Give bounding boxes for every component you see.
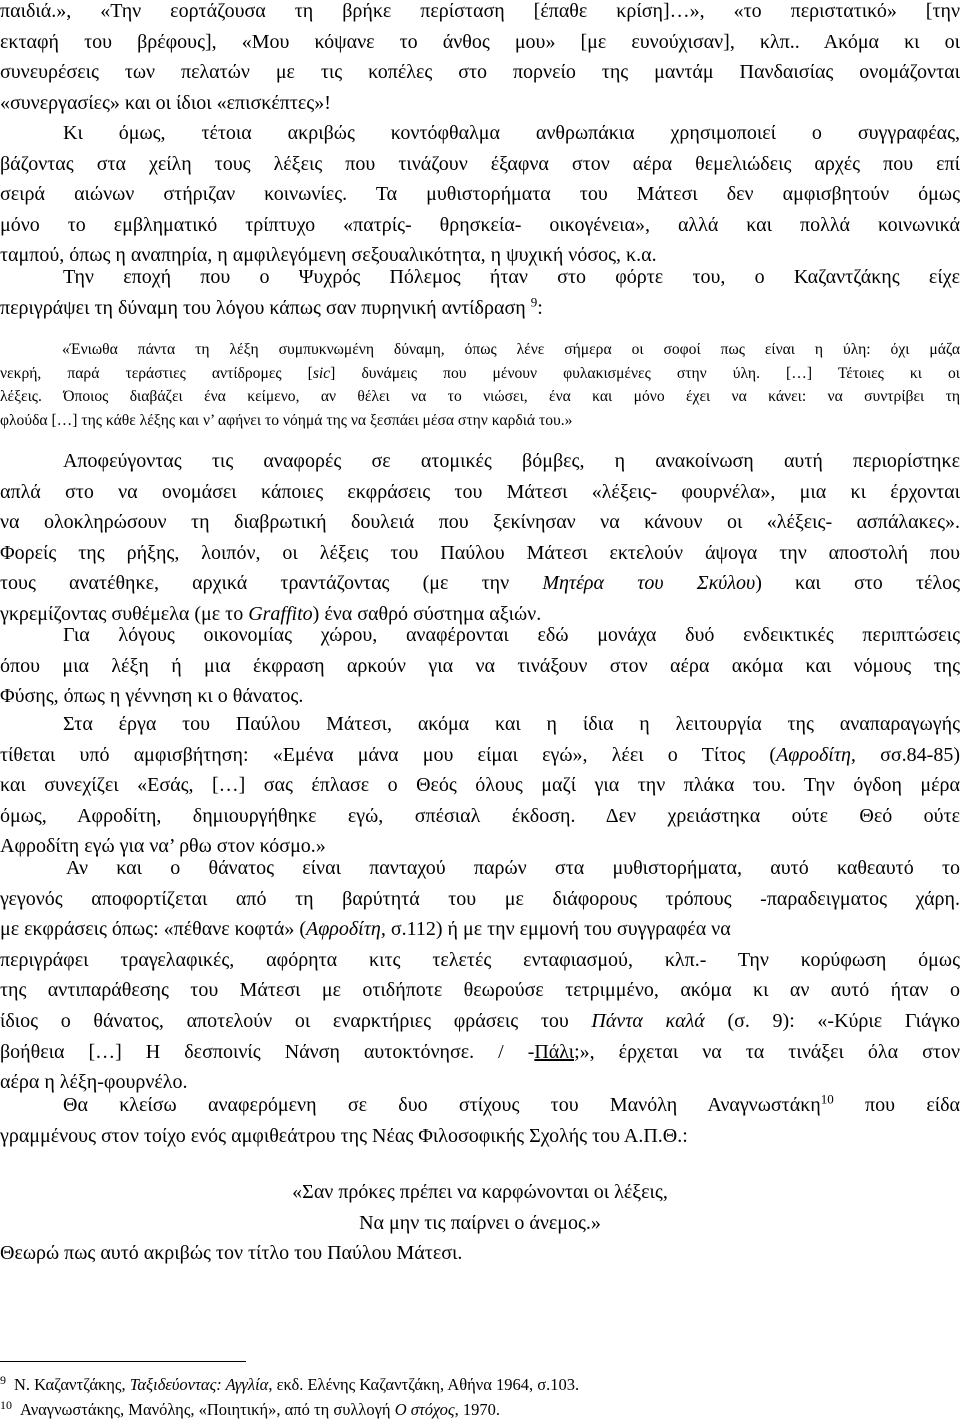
footnote-number: 10	[0, 1397, 12, 1412]
text-line	[0, 1090, 960, 1121]
book-title: Αφροδίτη,	[306, 918, 386, 941]
paragraph-7	[0, 853, 960, 1098]
book-title: Graffito	[248, 602, 313, 625]
poem-line: «Σαν πρόκες πρέπει να καρφώνονται οι λέξεις,	[292, 1181, 668, 1203]
text-line: περιγράφει τραγελαφικές, αφόρητα κιτς τελετές ενταφιασμού, κλπ.- Την κορύφωση όμως	[0, 948, 960, 971]
text-line: γεγονός αποφορτίζεται από τη βαρύτητά του με διάφορους τρόπους -παραδειγματος χάρη.	[0, 887, 960, 910]
text-line: «συνεργασίες» και οι ίδιοι «επισκέπτες»!	[0, 91, 331, 114]
book-title: Πάντα καλά	[591, 1009, 705, 1032]
footnote-number: 9	[0, 1372, 6, 1387]
text-fragment: βοήθεια […] Η δεσποινίς Νάνση αυτοκτόνησε. / -	[0, 1040, 535, 1063]
text-fragment: τίθεται υπό αμφισβήτηση: «Εμένα μάνα μου είμαι εγώ», λέει ο Τίτος (	[0, 743, 777, 766]
block-quote	[0, 338, 960, 432]
text-line: Αφροδίτη εγώ για να’ ρθω στον κόσμο.»	[0, 835, 326, 858]
paragraph-1	[0, 0, 960, 118]
text-line: όμως, Αφροδίτη, δημιουργήθηκε εγώ, σπέσιαλ έκδοση. Δεν χρειάστηκα ούτε Θεό ούτε	[0, 804, 960, 827]
paragraph-3	[0, 262, 960, 323]
text-fragment: ) και στο τέλος	[755, 572, 960, 595]
closing-line	[0, 1238, 960, 1269]
text-line	[0, 568, 960, 599]
text-line: Την εποχή που ο Ψυχρός Πόλεμος ήταν στο φόρτε του, ο Καζαντζάκης είχε	[63, 266, 960, 288]
text-fragment: γκρεμίζοντας συθέμελα (με το	[0, 602, 249, 625]
footnote-ref-9: 9	[530, 293, 538, 309]
text-line	[0, 1006, 960, 1037]
text-line: Στα έργα του Παύλου Μάτεσι, ακόμα και η ίδια η λειτουργία της αναπαραγωγής	[63, 713, 960, 735]
text-line: παιδιά.», «Την εορτάζουσα τη βρήκε περίσταση [έπαθε κρίση]…», «το περιστατικό» [την	[0, 0, 960, 22]
paragraph-5	[0, 620, 960, 712]
footnote-text: Ν. Καζαντζάκης,	[14, 1375, 130, 1394]
footnote-title: Ο στόχος	[394, 1400, 455, 1419]
text-line	[0, 1037, 960, 1068]
footnote-text: , εκδ. Ελένης Καζαντζάκη, Αθήνα 1964, σ.103.	[268, 1375, 580, 1394]
text-line: και συνεχίζει «Εσάς, […] σας έπλασε ο Θεός όλους μαζί για την πλάκα του. Την όγδοη μέρα	[0, 774, 960, 797]
text-line: Αν και ο θάνατος είναι πανταχού παρών στα μυθιστορήματα, αυτό καθεαυτό το	[66, 857, 960, 879]
text-fragment: τους ανατέθηκε, αρχικά τραντάζοντας (με την	[0, 572, 543, 595]
text-fragment: σσ.84-85)	[855, 743, 960, 766]
text-line	[0, 914, 960, 945]
footnote-text: , 1970.	[454, 1400, 500, 1419]
text-fragment: περιγράψει τη δύναμη του λόγου κάπως σαν πυρηνική αντίδραση	[0, 296, 526, 319]
text-fragment: (σ. 9): «-Κύριε Γιάγκο	[704, 1009, 960, 1032]
text-line: Θεωρώ πως αυτό ακριβώς τον τίτλο του Παύλου Μάτεσι.	[0, 1242, 463, 1264]
sic-italic: sic	[312, 364, 331, 382]
text-line	[0, 293, 960, 324]
poem-quote	[0, 1177, 960, 1239]
text-fragment: :	[537, 296, 543, 319]
text-line: αέρα η λέξη-φουρνέλο.	[0, 1071, 188, 1094]
text-line: βάζοντας στα χείλη τους λέξεις που τινάζουν έξαφνα στον αέρα θεμελιώδεις αρχές που επί	[0, 152, 960, 175]
text-line: μόνο το εμβληματικό τρίπτυχο «πατρίς- θρησκεία- οικογένεια», αλλά και πολλά κοινωνικά	[0, 213, 960, 236]
text-line: Φορείς της ρήξης, λοιπόν, οι λέξεις του Παύλου Μάτεσι εκτελούν άψογα την αποστολή που	[0, 541, 960, 564]
text-line: όπου μια λέξη ή μια έκφραση αρκούν για να τινάξουν στον αέρα ακόμα και νόμους της	[0, 654, 960, 677]
paragraph-6	[0, 709, 960, 862]
book-title: Αφροδίτη,	[776, 743, 856, 766]
text-line: εκταφή του βρέφους], «Μου κόψανε το άνθος μου» [με ευνούχισαν], κλπ.. Ακόμα κι οι	[0, 30, 960, 53]
quote-line	[0, 362, 960, 386]
text-line: να ολοκληρώσουν τη διαβρωτική δουλειά που ξεκίνησαν να κάνουν οι «λέξεις- ασπάλακες».	[0, 511, 960, 534]
text-line: ταμπού, όπως η αναπηρία, η αμφιλεγόμενη σεξουαλικότητα, η ψυχική νόσος, κ.α.	[0, 244, 657, 267]
quote-line: «Ένιωθα πάντα τη λέξη συμπυκνωμένη δύναμη, όπως λένε σήμερα οι σοφοί πως είναι η ύλη: όχι μάζα	[62, 341, 960, 358]
text-fragment: ίδιος ο θάνατος, αποτελούν οι εναρκτήριες φράσεις του	[0, 1009, 592, 1032]
text-fragment: με εκφράσεις όπως: «πέθανε κοφτά» (	[0, 918, 306, 941]
poem-line: Να μην τις παίρνει ο άνεμος.»	[359, 1212, 601, 1234]
text-line: Αποφεύγοντας τις αναφορές σε ατομικές βόμβες, η ανακοίνωση αυτή περιορίστηκε	[63, 450, 960, 472]
text-fragment: ) ένα σαθρό σύστημα αξιών.	[312, 602, 542, 625]
text-fragment: σ.112) ή με την εμμονή του συγγραφέα να	[385, 918, 731, 941]
footnote-10	[0, 1399, 960, 1421]
text-line: σειρά αιώνων στήριζαν κοινωνίες. Τα μυθιστορήματα του Μάτεσι δεν αμφισβητούν όμως	[0, 183, 960, 206]
text-line: Φύσης, όπως η γέννηση κι ο θάνατος.	[0, 685, 304, 708]
quote-line: φλούδα […] της κάθε λέξης και ν’ αφήνει το νόημά της να ξεσπάει μέσα στην καρδιά του.»	[0, 411, 573, 429]
text-line	[0, 740, 960, 771]
paragraph-4	[0, 446, 960, 630]
footnote-9	[0, 1374, 960, 1396]
text-line: Κι όμως, τέτοια ακριβώς κοντόφθαλμα ανθρωπάκια χρησιμοποιεί ο συγγραφέας,	[63, 122, 960, 144]
footnote-text: Αναγνωστάκης, Μανόλης, «Ποιητική», από τη συλλογή	[20, 1400, 395, 1419]
text-fragment: που είδα	[833, 1094, 960, 1116]
text-line: γραμμένους στον τοίχο ενός αμφιθεάτρου της Νέας Φιλοσοφικής Σχολής του Α.Π.Θ.:	[0, 1124, 688, 1147]
quote-line: λέξεις. Όποιος διαβάζει ένα κείμενο, αν θέλει να το νιώσει, ένα και μόνο έχει να κάνει: να συντρίβει τη	[0, 388, 960, 405]
text-fragment: ] δυνάμεις που μένουν φυλακισμένες στην ύλη. […] Τέτοιες κι οι	[330, 364, 960, 382]
text-fragment: νεκρή, παρά τεράστιες αντίδρομες [	[0, 364, 313, 382]
paragraph-2	[0, 118, 960, 271]
footnote-title: Ταξιδεύοντας: Αγγλία	[129, 1375, 269, 1394]
underlined-word: Πάλι;	[534, 1040, 580, 1063]
footnote-separator	[0, 1361, 246, 1362]
paragraph-8	[0, 1090, 960, 1151]
book-title: Μητέρα του Σκύλου	[542, 572, 756, 595]
text-fragment: », έρχεται να τα τινάξει όλα στον	[579, 1040, 960, 1063]
text-line: απλά στο να ονομάσει κάποιες εκφράσεις του Μάτεσι «λέξεις- φουρνέλα», μια κι έρχονται	[0, 480, 960, 503]
text-line: συνευρέσεις των πελατών με τις κοπέλες στο πορνείο της μαντάμ Πανδαισίας ονομάζονται	[0, 61, 960, 84]
text-fragment: Θα κλείσω αναφερόμενη σε δυο στίχους του Μανόλη Αναγνωστάκη	[63, 1094, 821, 1116]
text-line: Για λόγους οικονομίας χώρου, αναφέρονται εδώ μονάχα δυό ενδεικτικές περιπτώσεις	[63, 624, 960, 646]
text-line: της αντιπαράθεσης του Μάτεσι με οτιδήποτε θεωρούσε τετριμμένο, ακόμα κι αν αυτό ήταν ο	[0, 979, 960, 1002]
footnote-ref-10: 10	[820, 1091, 834, 1107]
